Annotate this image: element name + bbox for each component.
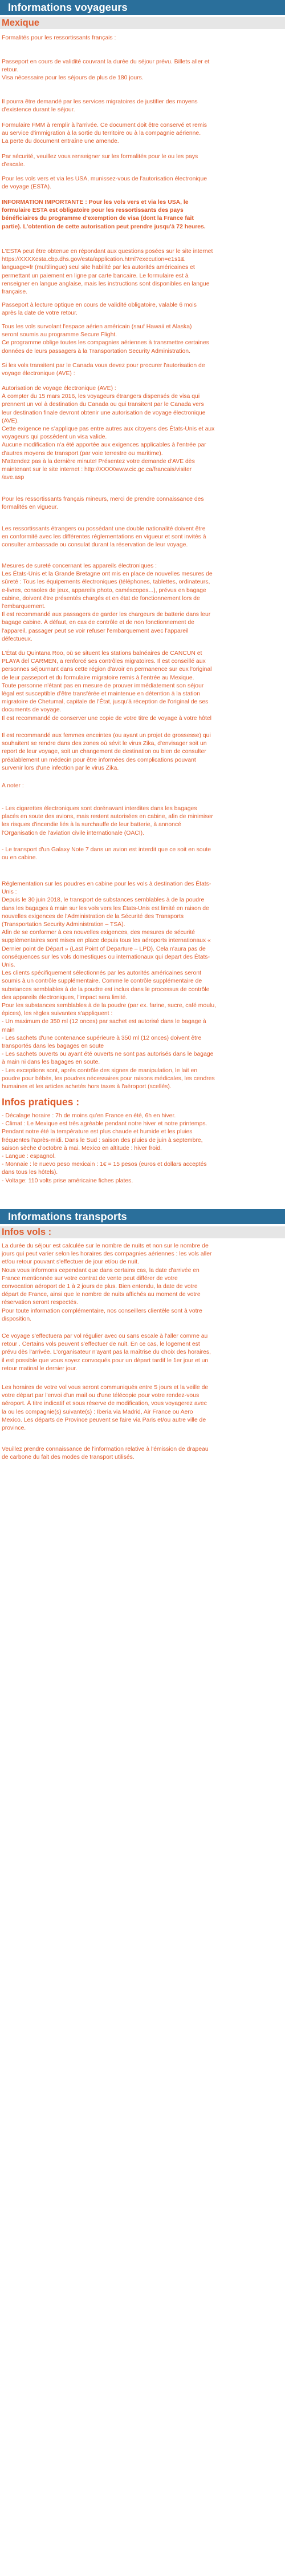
text-line: l'appareil, passager peut se voir refuser l'embarquement avec l'appareil: [2, 627, 189, 634]
text-line: formalités en vigueur.: [2, 504, 58, 511]
text-line: province.: [2, 1425, 26, 1432]
para-powders: [2, 880, 282, 1091]
text-line: Passeport en cours de validité couvrant la durée du séjour prévu. Billets aller et: [2, 59, 210, 65]
para-note-label: [2, 782, 282, 790]
text-line: voyage électronique (AVE) :: [2, 371, 75, 377]
text-line: aéroport. À titre indicatif et sous réserve de modification, vous voyagerez avec: [2, 1400, 207, 1407]
text-line: migratoire de Chetumal, capitale de l'État, jusqu'à réception de l'original de ses: [2, 699, 209, 706]
text-line: France mentionnée sur votre contrat de vente peut différer de votre: [2, 1275, 178, 1282]
text-line: Cette exigence ne s'applique pas entre autres aux citoyens des États-Unis et aux: [2, 426, 215, 433]
text-line: PLAYA del CARMEN, a renforcé ses contrôles migratoires. Il est conseillé aux: [2, 658, 206, 665]
text-line: renseigner en langue anglaise, mais les instructions sont disponibles en langue: [2, 280, 210, 287]
text-line: après la date de votre retour.: [2, 310, 78, 317]
text-line: votre départ par l'envoi d'un mail ou d'une télécopie pour votre rendez-vous: [2, 1392, 199, 1399]
text-line: des appareils électroniques, l'impact sera limité.: [2, 994, 128, 1001]
text-line: - Le transport d'un Galaxy Note 7 dans un avion est interdit que ce soit en soute: [2, 847, 211, 853]
para-foreign-nationals: [2, 525, 282, 550]
text-line: - Voltage: 110 volts prise américaine fiches plates.: [2, 1177, 133, 1184]
text-line: légal est susceptible d'être transférée et maintenue en détention à la station: [2, 691, 200, 698]
text-line: Il est recommandé de conserver une copie de votre titre de voyage à votre hôtel: [2, 715, 211, 722]
text-line: - Les sachets d'une contenance supérieure à 350 ml (12 onces) doivent être: [2, 1035, 202, 1041]
para-e-cigarettes: [2, 805, 282, 838]
text-line: au service d'immigration à la sortie du territoire ou à la compagnie aérienne.: [2, 130, 201, 137]
text-line: départ de France, ainsi que le nombre de nuits affichés au moment de votre: [2, 1291, 201, 1298]
para-means: [2, 98, 282, 114]
text-line: Pendant notre été la température est plus chaude et humide et les pluies: [2, 1129, 193, 1136]
text-line: d'existence durant le séjour.: [2, 107, 75, 114]
text-line: https://XXXXesta.cbp.dhs.gov/esta/application.html?execution=e1s1&: [2, 256, 185, 263]
text-line: documents de voyage.: [2, 707, 62, 714]
text-line: Par sécurité, veuillez vous renseigner sur les formalités pour le ou les pays: [2, 154, 198, 160]
text-line: retour.: [2, 67, 19, 74]
text-line: Pour toute information complémentaire, nos conseillers clientèle sont à votre: [2, 1307, 202, 1314]
text-line: substances semblables à de la poudre est inclus dans le processus de contrôle: [2, 986, 210, 993]
text-line: de carbone du fait des modes de transport utilisés.: [2, 1454, 135, 1461]
para-esta-usa: [2, 175, 282, 191]
para-passport: [2, 301, 282, 317]
info-transports-banner: Informations transports: [0, 1209, 285, 1224]
text-line: Les États-Unis et la Grande Bretagne ont mis en place de nouvelles mesures de: [2, 571, 213, 578]
text-line: survenir lors d'une infection par le virus Zika.: [2, 764, 119, 771]
text-line: Ce voyage s'effectuera par vol régulier avec ou sans escale à l'aller comme au: [2, 1333, 208, 1339]
text-line: - Les cigarettes électroniques sont dorénavant interdites dans les bagages: [2, 806, 197, 812]
text-line: nouvelles exigences de l'Administration de la Sécurité des Transports: [2, 913, 184, 920]
text-line: - Les exceptions sont, après contrôle des signes de manipulation, le lait en: [2, 1067, 198, 1074]
text-line: main: [2, 1027, 15, 1033]
text-line: La perte du document entraîne une amende.: [2, 138, 119, 145]
text-line: La durée du séjour est calculée sur le nombre de nuits et non sur le nombre de: [2, 1243, 209, 1249]
text-line: Unis :: [2, 889, 17, 896]
text-line: Autorisation de voyage électronique (AVE) :: [2, 385, 116, 392]
text-line: partie). L'obtention de cette autorisation peut prendre jusqu'à 72 heures.: [2, 223, 206, 230]
text-line: Depuis le 30 juin 2018, le transport de substances semblables à de la poudre: [2, 897, 205, 904]
text-line: leur destination finale devront obtenir une autorisation de voyage électronique: [2, 409, 206, 416]
text-line: Dernier point de Départ » (Last Point of Departure – LPD). Cela n'aura pas de: [2, 945, 206, 952]
text-line: Les horaires de votre vol vous seront communiqués entre 5 jours et la veille de: [2, 1384, 209, 1391]
para-duration: [2, 1242, 282, 1323]
text-line: permettant un paiement en ligne par carte bancaire. Le formulaire est à: [2, 272, 189, 279]
text-line: en conformité avec les différentes réglementations en vigueur et sont invités à: [2, 534, 206, 541]
para-quintana-roo: [2, 650, 282, 723]
text-line: Il est recommandé aux passagers de garder les chargeurs de batterie dans leur: [2, 611, 211, 618]
text-line: données de leurs passagers à la Transportation Security Administration.: [2, 348, 190, 355]
text-line: dans tous les hôtels).: [2, 1169, 58, 1176]
flights-heading: Infos vols :: [0, 1226, 285, 1238]
text-line: de voyage (ESTA).: [2, 184, 52, 191]
text-line: transportés dans les bagages en soute: [2, 1043, 104, 1050]
text-line: prennent un vol à destination du Canada ou qui transitent par le Canada vers: [2, 401, 204, 408]
mexique-heading: Mexique: [0, 17, 285, 29]
text-line: Veuillez prendre connaissance de l'information relative à l'émission de drapeau: [2, 1446, 209, 1452]
text-line: retour . Certains vols peuvent s'effectuer de nuit. En ce cas, le logement est: [2, 1341, 200, 1348]
text-line: dans les bagages à main sur les vols vers les États-Unis est limité en raison de: [2, 905, 209, 912]
text-line: humaines et les articles achetés hors taxes à l'aéroport (scellés).: [2, 1084, 172, 1090]
text-line: la ou les compagnie(s) suivante(s) : Iberia via Madrid, Air France ou Aero: [2, 1408, 193, 1415]
para-important-notice: [2, 199, 282, 231]
text-line: A noter :: [2, 783, 24, 789]
text-line: d'autres moyens de transport (par voie terrestre ou maritime).: [2, 450, 163, 457]
text-line: personnes séjournant dans cette région d'avoir en permanence sur eux l'original: [2, 666, 212, 673]
text-line: il est possible que vous soyez convoqués pour un départ tardif le 1er jour et un: [2, 1357, 209, 1364]
text-line: L'État du Quintana Roo, où se situent les stations balnéaires de CANCUN et: [2, 650, 202, 657]
text-line: report de leur voyage, soit un changement de destination ou bien de consulter: [2, 748, 206, 755]
text-line: - Les sachets ouverts ou ayant été ouverts ne sont pas autorisés dans le bagage: [2, 1051, 214, 1058]
para-zika: [2, 732, 282, 772]
text-line: consulter ambassade ou consulat durant la réservation de leur voyage.: [2, 542, 188, 549]
para-secure-flight: [2, 323, 282, 356]
text-line: Ce programme oblige toutes les compagnies aériennes à transmettre certaines: [2, 340, 209, 347]
text-line: les risques d'incendie liés à la surchauffe de leur batterie, à annoncé: [2, 822, 181, 828]
text-line: Visa nécessaire pour les séjours de plus de 180 jours.: [2, 75, 144, 82]
text-line: - Décalage horaire : 7h de moins qu'en France en été, 6h en hiver.: [2, 1113, 176, 1119]
para-minors: [2, 496, 282, 512]
text-line: saison sèche d'octobre à mai. Mexico en altitude : hiver froid.: [2, 1145, 162, 1152]
text-line: maintenant sur le site internet : http://XXXXwww.cic.gc.ca/francais/visiter: [2, 466, 192, 473]
text-line: cabine, doivent être présentés chargés et en état de fonctionnement lors de: [2, 595, 200, 602]
text-line: convocation aéroport de 1 à 2 jours de plus. Bien entendu, la date de votre: [2, 1283, 198, 1290]
para-electronics: [2, 562, 282, 643]
text-line: placés en soute des avions, mais restent autorisées en cabine, afin de minimiser: [2, 814, 213, 820]
text-line: défectueux.: [2, 635, 32, 642]
text-line: réservation seront respectés.: [2, 1299, 78, 1306]
text-line: e-livres, consoles de jeux, appareils photo, caméscopes...), prévus en bagage: [2, 587, 206, 594]
text-line: de leur passeport et du formulaire migratoire remis à l'entrée au Mexique.: [2, 674, 194, 681]
text-line: épices), les règles suivantes s'appliquent :: [2, 1011, 113, 1017]
text-line: seront soumis au programme Secure Flight.: [2, 332, 117, 339]
text-line: Mexico. Les départs de Province peuvent se faire via Paris et/ou autre ville de: [2, 1416, 206, 1423]
text-line: retour matinal le dernier jour.: [2, 1365, 78, 1372]
para-galaxy-note: [2, 846, 282, 862]
text-line: Mesures de sureté concernant les appareils électroniques :: [2, 563, 157, 569]
text-line: - Un maximum de 350 ml (12 onces) par sachet est autorisé dans le bagage à: [2, 1019, 206, 1025]
text-line: ou en cabine.: [2, 855, 38, 862]
text-line: Il est recommandé aux femmes enceintes (ou ayant un projet de grossesse) qui: [2, 732, 211, 739]
text-line: l'embarquement.: [2, 603, 46, 610]
text-line: souhaitent se rendre dans des zones où sévit le virus Zika, d'envisager soit un: [2, 740, 207, 747]
formalities-heading: Formalités pour les ressortissants français :: [2, 35, 116, 41]
para-esta-website: [2, 248, 282, 296]
text-line: l'Organisation de l'aviation civile internationale (OACI).: [2, 830, 144, 836]
text-line: et/ou retour pouvant s'effectuer de jour et/ou de nuit.: [2, 1259, 139, 1266]
text-line: préalablement un médecin pour être informées des complications pouvant: [2, 756, 196, 763]
text-line: Il pourra être demandé par les services migratoires de justifier des moyens: [2, 99, 198, 105]
text-line: Toute personne n'étant pas en mesure de prouver immédiatement son séjour: [2, 682, 204, 689]
text-line: soumis à un contrôle supplémentaire. Comme le contrôle supplémentaire de: [2, 978, 202, 985]
text-line: Pour les substances semblables à de la poudre (par ex. farine, sucre, café moulu,: [2, 1003, 216, 1009]
text-line: sûreté : Tous les équipements électroniques (téléphones, tablettes, ordinateurs,: [2, 579, 210, 586]
text-line: - Monnaie : le nuevo peso mexicain : 1€ = 15 pesos (euros et dollars acceptés: [2, 1161, 207, 1168]
text-line: (Transportation Security Administration – TSA).: [2, 921, 125, 928]
text-line: - Climat : Le Mexique est très agréable pendant notre hiver et notre printemps.: [2, 1121, 207, 1128]
text-line: jours qui peut varier selon les horaires des compagnies aériennes : les vols aller: [2, 1251, 212, 1258]
text-line: supplémentaires sont mises en place depuis tous les aéroports internationaux «: [2, 937, 211, 944]
text-line: language=fr (multilingue) seul site habilité par les autorités américaines et: [2, 264, 195, 271]
text-line: française.: [2, 289, 28, 296]
para-schedules: [2, 1384, 282, 1432]
text-line: Pour les vols vers et via les USA, munissez-vous de l'autorisation électronique: [2, 176, 207, 182]
text-line: Les ressortissants étrangers ou possédant une double nationalité doivent être: [2, 526, 206, 532]
info-voyageurs-banner: Informations voyageurs: [0, 0, 285, 15]
text-line: Passeport à lecture optique en cours de validité obligatoire, valable 6 mois: [2, 302, 197, 308]
text-line: Si les vols transitent par le Canada vous devez pour procurer l'autorisation de: [2, 363, 205, 369]
text-line: d'escale.: [2, 162, 25, 168]
text-line: Unis.: [2, 962, 15, 969]
text-line: N'attendez pas à la dernière minute! Présentez votre demande d'AVE dès: [2, 458, 195, 465]
text-line: Réglementation sur les poudres en cabine pour les vols à destination des États-: [2, 881, 211, 887]
text-line: Afin de se conformer à ces nouvelles exigences, des mesures de sécurité: [2, 929, 196, 936]
practical-heading: Infos pratiques :: [2, 1096, 80, 1108]
text-line: voyageurs qui possèdent un visa valide.: [2, 434, 107, 441]
text-line: Pour les ressortissants français mineurs, merci de prendre connaissance des: [2, 496, 204, 502]
text-line: disposition.: [2, 1315, 31, 1322]
text-line: INFORMATION IMPORTANTE : Pour les vols vers et via les USA, le: [2, 199, 189, 206]
para-documents: [2, 58, 282, 83]
text-line: (AVE).: [2, 417, 19, 424]
text-line: Nous vous informons cependant que dans certains cas, la date d'arrivée en: [2, 1267, 199, 1274]
text-line: Aucune modification n'a été apportée aux exigences applicables à l'entrée par: [2, 442, 206, 449]
text-line: formulaire ESTA est obligatoire pour les ressortissants des pays: [2, 207, 184, 214]
text-line: fréquentes l'après-midi. Dans le Sud : saison des pluies de juin à septembre,: [2, 1137, 203, 1144]
para-stopover: [2, 153, 282, 169]
text-line: Les clients spécifiquement sélectionnés par les autorités américaines seront: [2, 970, 201, 977]
para-regular-flight: [2, 1333, 282, 1373]
text-line: À compter du 15 mars 2016, les voyageurs étrangers dispensés de visa qui: [2, 393, 200, 400]
text-line: - Langue : espagnol.: [2, 1153, 56, 1160]
text-line: à main ni dans les bagages en soute.: [2, 1059, 100, 1066]
para-fmm: [2, 122, 282, 146]
text-line: /ave.asp: [2, 474, 25, 481]
para-practical: [2, 1112, 282, 1185]
text-line: L'ESTA peut être obtenue en répondant aux questions posées sur le site internet: [2, 248, 213, 255]
text-line: Formulaire FMM à remplir à l'arrivée. Ce document doit être conservé et remis: [2, 122, 207, 128]
text-line: prévu dès l'arrivée. L'organisateur n'ayant pas la maîtrise du choix des horaires,: [2, 1349, 211, 1356]
text-line: bénéficiaires du programme d'exemption de visa (dont la France fait: [2, 215, 194, 222]
text-line: Tous les vols survolant l'espace aérien américain (sauf Hawaii et Alaska): [2, 324, 192, 330]
text-line: bagage cabine. À défaut, en cas de contrôle et de non fonctionnement de: [2, 619, 194, 626]
text-line: poudre pour bébés, les poudres nécessaires pour raisons médicales, les cendres: [2, 1075, 215, 1082]
para-carbon: [2, 1446, 282, 1462]
text-line: conséquences sur les vols domestiques ou internationaux qui depart des États-: [2, 953, 210, 960]
para-ave: [2, 385, 282, 482]
para-canada: [2, 362, 282, 378]
